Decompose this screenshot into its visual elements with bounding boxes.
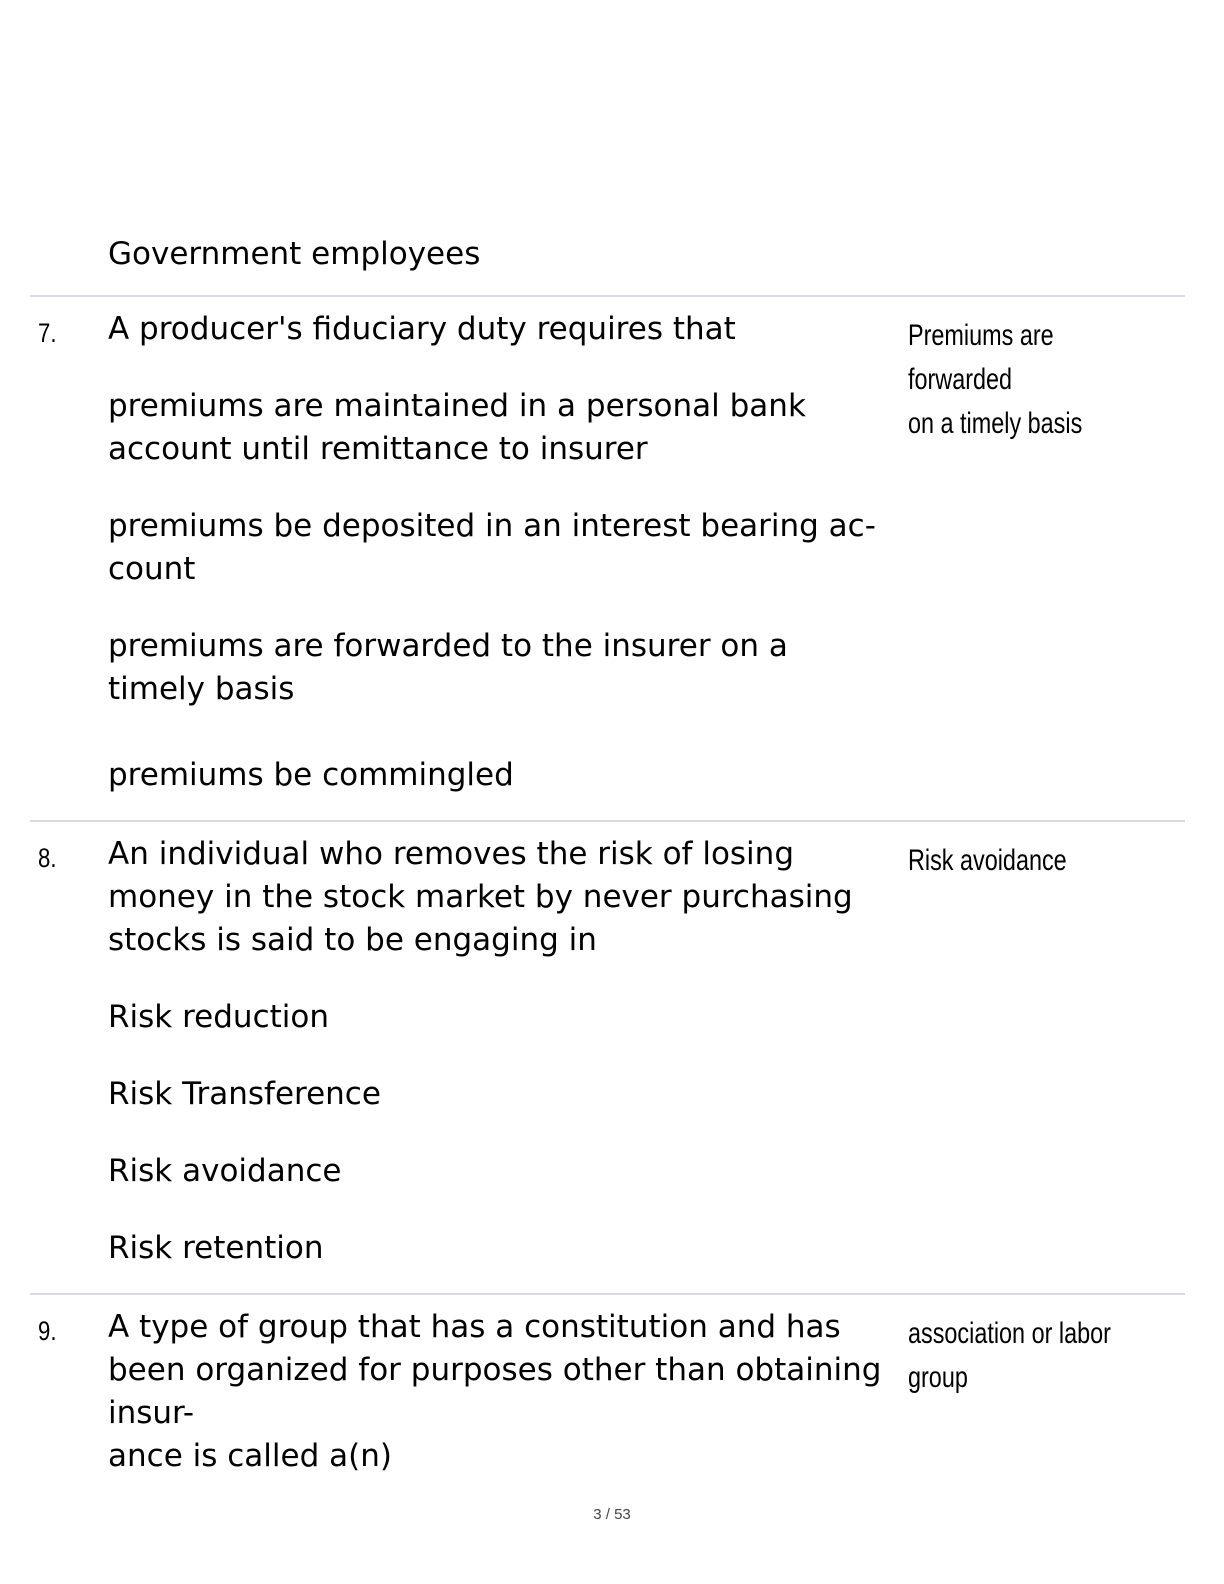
question-text: A producer's fiduciary duty requires that	[108, 311, 736, 347]
answer-option: Risk avoidance	[108, 1153, 342, 1189]
answer-option: premiums be deposited in an interest bearing ac- count	[108, 508, 876, 587]
correct-answer: Risk avoidance	[908, 844, 1067, 877]
question-divider	[30, 295, 1185, 297]
answer-option: Risk Transference	[108, 1076, 381, 1112]
question-number: 8.	[38, 843, 57, 873]
answer-option: Risk reduction	[108, 999, 329, 1035]
question-body	[108, 833, 908, 1270]
question-divider	[30, 1293, 1185, 1295]
question-body	[108, 1306, 908, 1478]
answer-option: premiums are forwarded to the insurer on a timely basis	[108, 628, 788, 707]
answer-option: Risk retention	[108, 1230, 324, 1266]
question-body	[108, 308, 908, 797]
correct-answer: Premiums are forwarded on a timely basis	[908, 319, 1083, 440]
question-divider	[30, 820, 1185, 822]
question-text: An individual who removes the risk of losing money in the stock market by never purchasing stocks is said to be engaging in	[108, 836, 853, 958]
page-indicator: 3 / 53	[593, 1506, 631, 1523]
correct-answer: association or labor group	[908, 1317, 1111, 1394]
carry-over-option: Government employees	[108, 236, 481, 272]
question-number: 7.	[38, 318, 57, 348]
answer-option: premiums are maintained in a personal bank account until remittance to insurer	[108, 388, 806, 467]
question-number: 9.	[38, 1316, 57, 1346]
question-text: A type of group that has a constitution and has been organized for purposes other than obtaining insur- ance is called a(n)	[108, 1309, 882, 1474]
answer-option: premiums be commingled	[108, 757, 514, 793]
